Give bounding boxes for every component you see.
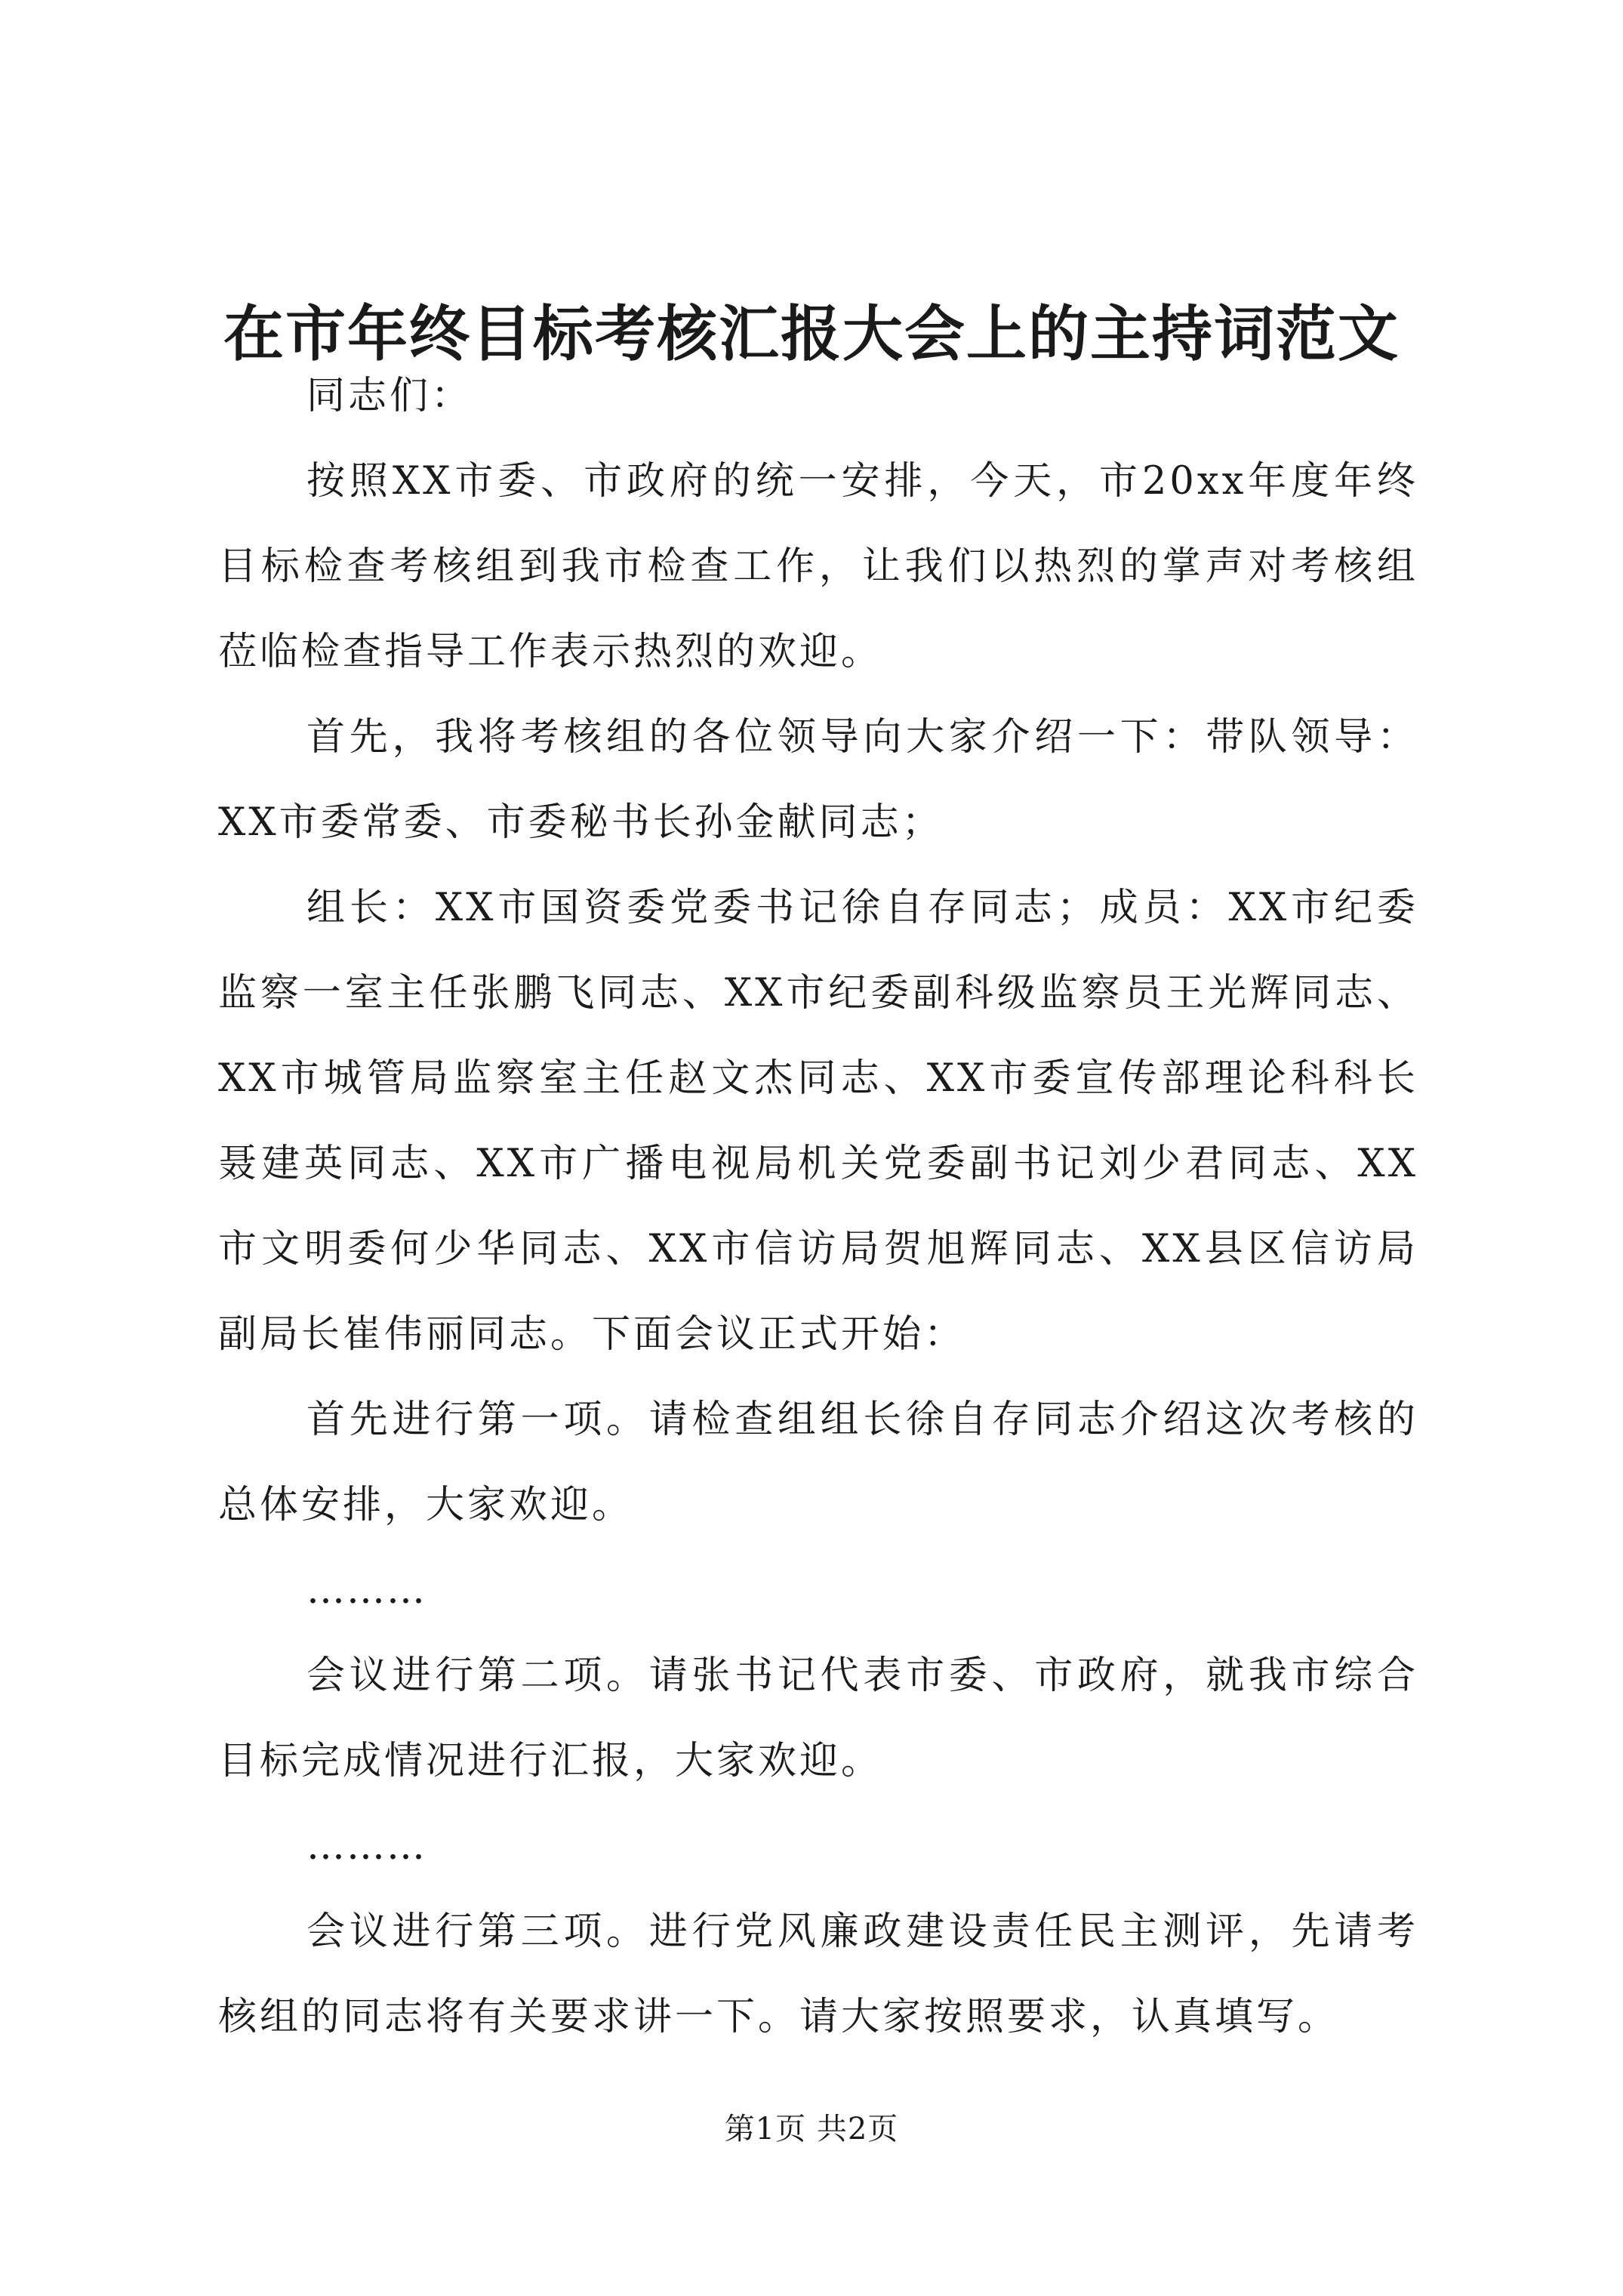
paragraph-ellipsis-1: ……… <box>306 1568 427 1613</box>
paragraph-members-list: 组长：XX市国资委党委书记徐自存同志；成员：XX市纪委监察一室主任张鹏飞同志、XX市纪委副科级监察员王光辉同志、XX市城管局监察室主任赵文杰同志、XX市委宣传部理论科科长聂建英同志、XX市广播电视局机关党委副书记刘少君同志、XX市文明委何少华同志、XX市信访局贺旭辉同志、XX县区信访局副局长崔伟丽同志。下面会议正式开始： <box>218 886 1418 1357</box>
paragraph-welcome: 按照XX市委、市政府的统一安排，今天，市20xx年度年终目标检查考核组到我市检查工作，让我们以热烈的掌声对考核组莅临检查指导工作表示热烈的欢迎。 <box>218 459 1418 674</box>
document-title: 在市年终目标考核汇报大会上的主持词范文 <box>223 298 1400 369</box>
document-body <box>218 353 1418 2060</box>
paragraph-item-two: 会议进行第二项。请张书记代表市委、市政府，就我市综合目标完成情况进行汇报，大家欢迎。 <box>218 1653 1418 1783</box>
paragraph-item-three: 会议进行第三项。进行党风廉政建设责任民主测评，先请考核组的同志将有关要求讲一下。请大家按照要求，认真填写。 <box>218 1909 1418 2039</box>
paragraph-greeting: 同志们： <box>306 374 473 418</box>
paragraph-ellipsis-2: ……… <box>306 1824 427 1869</box>
paragraph-item-one: 首先进行第一项。请检查组组长徐自存同志介绍这次考核的总体安排，大家欢迎。 <box>218 1398 1418 1527</box>
page-footer: 第1页 共2页 <box>724 2112 899 2147</box>
paragraph-leader-intro: 首先，我将考核组的各位领导向大家介绍一下：带队领导：XX市委常委、市委秘书长孙金献同志； <box>218 715 1418 845</box>
